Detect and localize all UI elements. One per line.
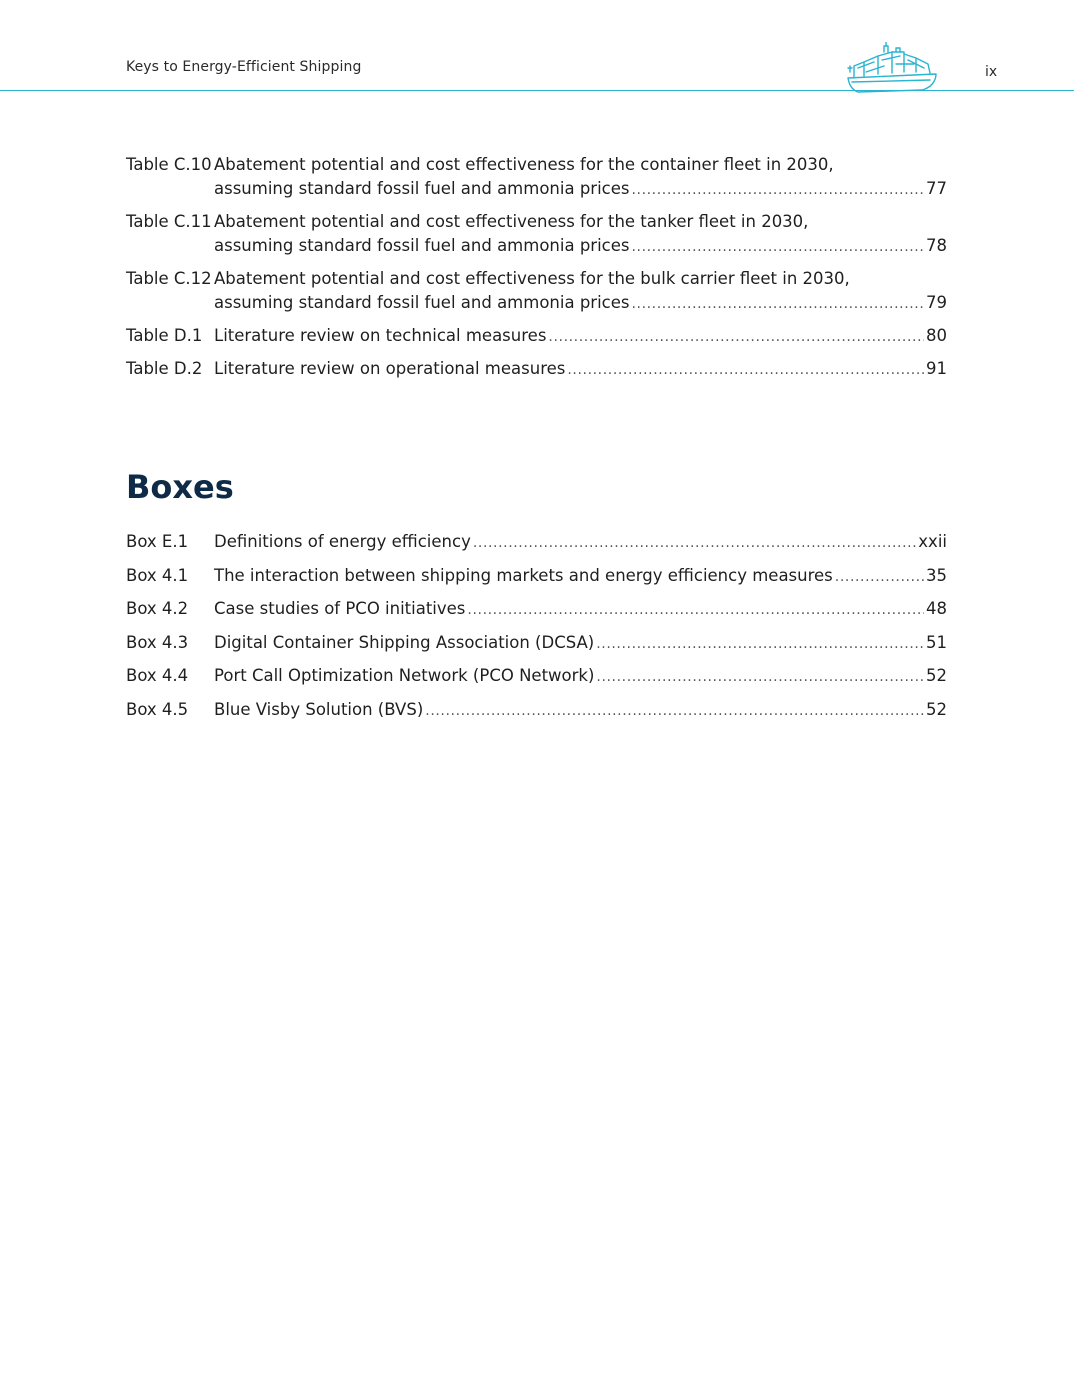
list-item[interactable] — [126, 210, 947, 259]
entry-label: Table C.11 — [126, 212, 212, 231]
dot-leader — [631, 178, 924, 202]
dot-leader — [631, 292, 924, 316]
dot-leader — [548, 325, 924, 349]
entry-title: Case studies of PCO initiatives — [214, 599, 466, 618]
dot-leader — [596, 665, 924, 689]
entry-title: Abatement potential and cost effectiveness for the bulk carrier fleet in 2030, — [214, 269, 850, 288]
dot-leader — [631, 235, 924, 259]
entry-page: 52 — [926, 699, 947, 719]
dot-leader — [596, 632, 924, 656]
entry-page: 51 — [926, 632, 947, 652]
entry-page: 35 — [926, 565, 947, 585]
entry-page: 78 — [926, 236, 947, 255]
list-item[interactable] — [126, 597, 947, 622]
dot-leader — [567, 358, 924, 382]
entry-page: 48 — [926, 599, 947, 618]
entry-page: 80 — [926, 326, 947, 345]
dot-leader — [835, 565, 924, 589]
entry-label: Box 4.2 — [126, 599, 189, 618]
entry-label: Box E.1 — [126, 532, 189, 551]
list-item[interactable] — [126, 530, 947, 555]
dot-leader — [425, 699, 924, 723]
boxes-list — [126, 530, 947, 723]
list-item[interactable] — [126, 564, 947, 589]
dot-leader — [467, 598, 924, 622]
entry-label: Table D.2 — [126, 359, 203, 378]
list-item[interactable] — [126, 664, 947, 689]
list-item[interactable] — [126, 631, 947, 656]
entry-page: 79 — [926, 293, 947, 312]
entry-title: Abatement potential and cost effectiveness for the container fleet in 2030, — [214, 155, 834, 174]
entry-label: Table C.12 — [126, 269, 212, 288]
entry-title: The interaction between shipping markets and energy efficiency measures — [214, 565, 833, 585]
entry-title: Blue Visby Solution (BVS) — [214, 699, 424, 719]
entry-title: Abatement potential and cost effectiveness for the tanker fleet in 2030, — [214, 212, 809, 231]
container-ship-icon — [844, 42, 940, 94]
entry-page: xxii — [918, 532, 947, 551]
entry-title: Definitions of energy efficiency — [214, 532, 471, 551]
page-number: ix — [985, 64, 998, 80]
entry-title-continued: assuming standard fossil fuel and ammonia prices — [214, 293, 630, 312]
list-item[interactable] — [126, 153, 947, 202]
entry-page: 52 — [926, 666, 947, 685]
list-item[interactable] — [126, 357, 947, 382]
entry-page: 91 — [926, 359, 947, 378]
entry-title: Digital Container Shipping Association (DCSA) — [214, 632, 595, 652]
entry-label: Table D.1 — [126, 326, 203, 345]
entry-label: Box 4.3 — [126, 632, 189, 652]
section-heading-boxes: Boxes — [126, 468, 234, 506]
entry-title: Port Call Optimization Network (PCO Network) — [214, 666, 595, 685]
entry-label: Table C.10 — [126, 155, 212, 174]
running-header-title: Keys to Energy-Efficient Shipping — [126, 59, 362, 75]
tables-list — [126, 153, 947, 382]
entry-title-continued: assuming standard fossil fuel and ammonia prices — [214, 236, 630, 255]
entry-label: Box 4.1 — [126, 565, 189, 585]
entry-title: Literature review on technical measures — [214, 326, 547, 345]
entry-title-continued: assuming standard fossil fuel and ammonia prices — [214, 179, 630, 198]
list-item[interactable] — [126, 267, 947, 316]
list-item[interactable] — [126, 324, 947, 349]
entry-label: Box 4.4 — [126, 666, 189, 685]
entry-label: Box 4.5 — [126, 699, 189, 719]
entry-page: 77 — [926, 179, 947, 198]
dot-leader — [473, 531, 916, 555]
entry-title: Literature review on operational measures — [214, 359, 566, 378]
list-item[interactable] — [126, 698, 947, 723]
